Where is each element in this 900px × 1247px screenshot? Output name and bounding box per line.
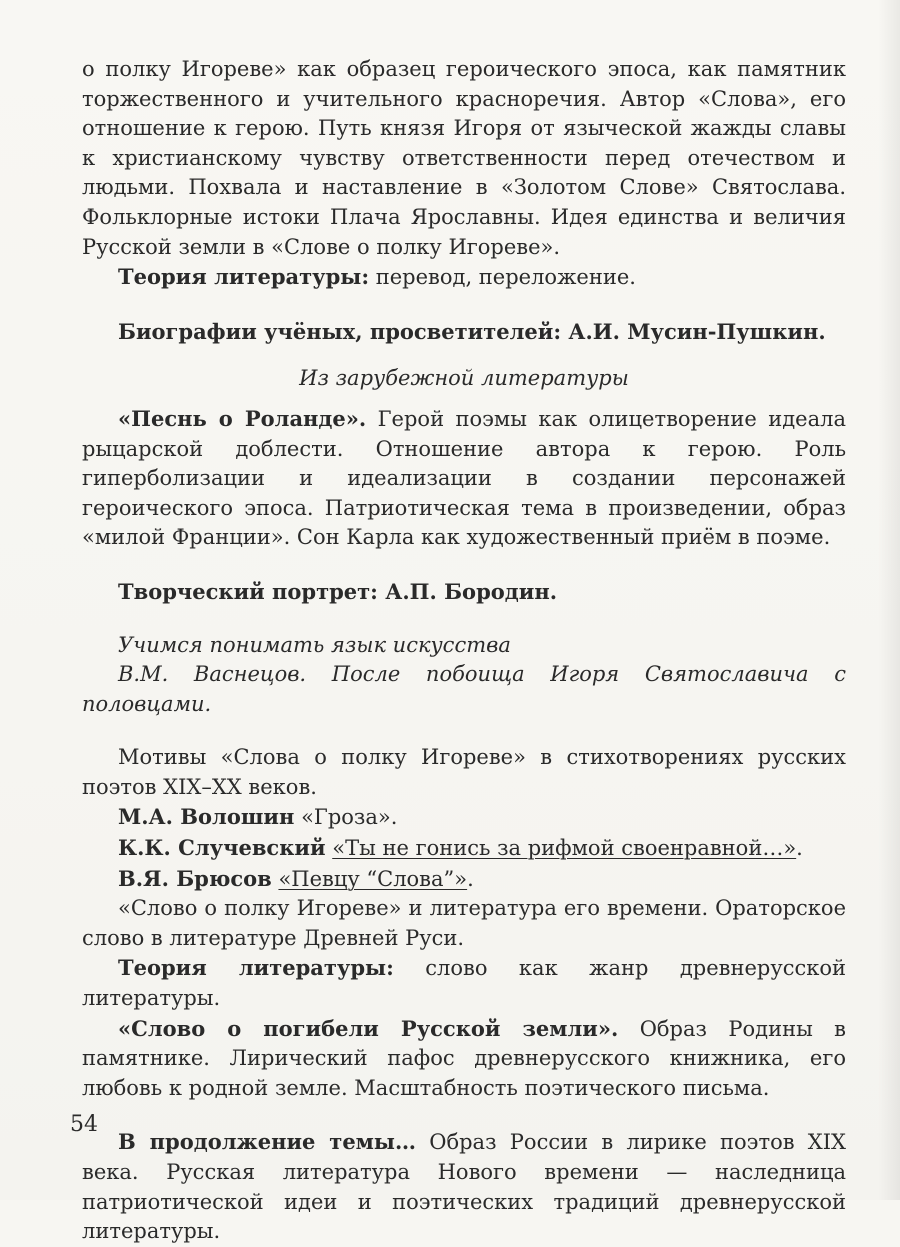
- motifs-paragraph: Мотивы «Слова о полку Игореве» в стихотворениях русских поэтов XIX–XX веков.: [82, 745, 846, 799]
- portrait-text: Творческий портрет: А.П. Бородин.: [118, 578, 558, 604]
- poet-tail: .: [796, 836, 803, 861]
- oratory-paragraph: «Слово о полку Игореве» и литература его времени. Ораторское слово в литературе Древней Руси.: [82, 896, 846, 950]
- poet-work: «Гроза».: [301, 805, 398, 830]
- theory-text: перевод, переложение.: [369, 265, 636, 290]
- theory-text: слово как жанр древнерусской литературы.: [82, 956, 846, 1011]
- poet-line-sluchevsky: [82, 833, 846, 864]
- poet-author: К.К. Случевский: [118, 835, 326, 861]
- poet-author: М.А. Волошин: [118, 804, 295, 830]
- pogibel-paragraph: [82, 1014, 846, 1104]
- poet-work-link[interactable]: «Певцу “Слова”»: [278, 866, 468, 891]
- page-gutter-shadow: [878, 0, 900, 1200]
- page-content: [82, 55, 846, 1247]
- art-paragraph: В.М. Васнецов. После побоища Игоря Святославича с половцами.: [82, 662, 846, 716]
- roland-title: «Песнь о Роланде».: [118, 405, 367, 431]
- page-number: 54: [70, 1112, 98, 1137]
- continuation-label: В продолжение темы…: [118, 1129, 416, 1155]
- roland-text: Герой поэмы как олицетворение идеала рыцарской доблести. Отношение автора к герою. Роль гиперболизации и идеализации в создании персонажей героического эпоса. Патриотическая тема в произведении, образ «милой Франции». Сон Карла как художественный приём в поэме.: [82, 406, 846, 550]
- paragraph-text: о полку Игореве» как образец героического эпоса, как памятник торжественного и учительного красноречия. Автор «Слова», его отношение к герою. Путь князя Игоря от языческой жажды славы к христианскому чувству ответственности перед отечеством и людьми. Похвала и наставление в «Золотом Слове» Святослава. Фольклорные истоки Плача Ярославны. Идея единства и величия Русской земли в «Слове о полку Игореве».: [82, 57, 846, 259]
- theory-paragraph-2: [82, 953, 846, 1013]
- continuation-text: Образ России в лирике поэтов XIX века. Русская литература Нового времени — наследница патриотической идеи и поэтических традиций древнерусской литературы.: [82, 1130, 846, 1244]
- foreign-literature-heading: Из зарубежной литературы: [299, 366, 629, 391]
- theory-label: Теория литературы:: [118, 955, 394, 981]
- pogibel-title: «Слово о погибели Русской земли».: [118, 1015, 619, 1041]
- biography-heading: [82, 317, 846, 347]
- biography-text: Биографии учёных, просветителей: А.И. Мусин-Пушкин.: [118, 318, 826, 344]
- poet-work-link[interactable]: «Ты не гонись за рифмой своенравной…»: [332, 836, 797, 861]
- theory-paragraph-1: [82, 262, 846, 293]
- continuation-paragraph: [82, 1127, 846, 1246]
- poet-author: В.Я. Брюсов: [118, 865, 272, 891]
- poet-tail: .: [467, 866, 474, 891]
- creative-portrait: [82, 577, 846, 607]
- poet-line-voloshin: [82, 802, 846, 833]
- art-heading: Учимся понимать язык искусства: [118, 632, 511, 657]
- pogibel-text: Образ Родины в памятнике. Лирический пафос древнерусского книжника, его любовь к родной земле. Масштабность поэтического письма.: [82, 1016, 846, 1100]
- roland-paragraph: [82, 404, 846, 553]
- paragraph-igor-continuation: [82, 55, 846, 262]
- theory-label: Теория литературы:: [118, 264, 370, 290]
- poet-line-bryusov: [82, 864, 846, 895]
